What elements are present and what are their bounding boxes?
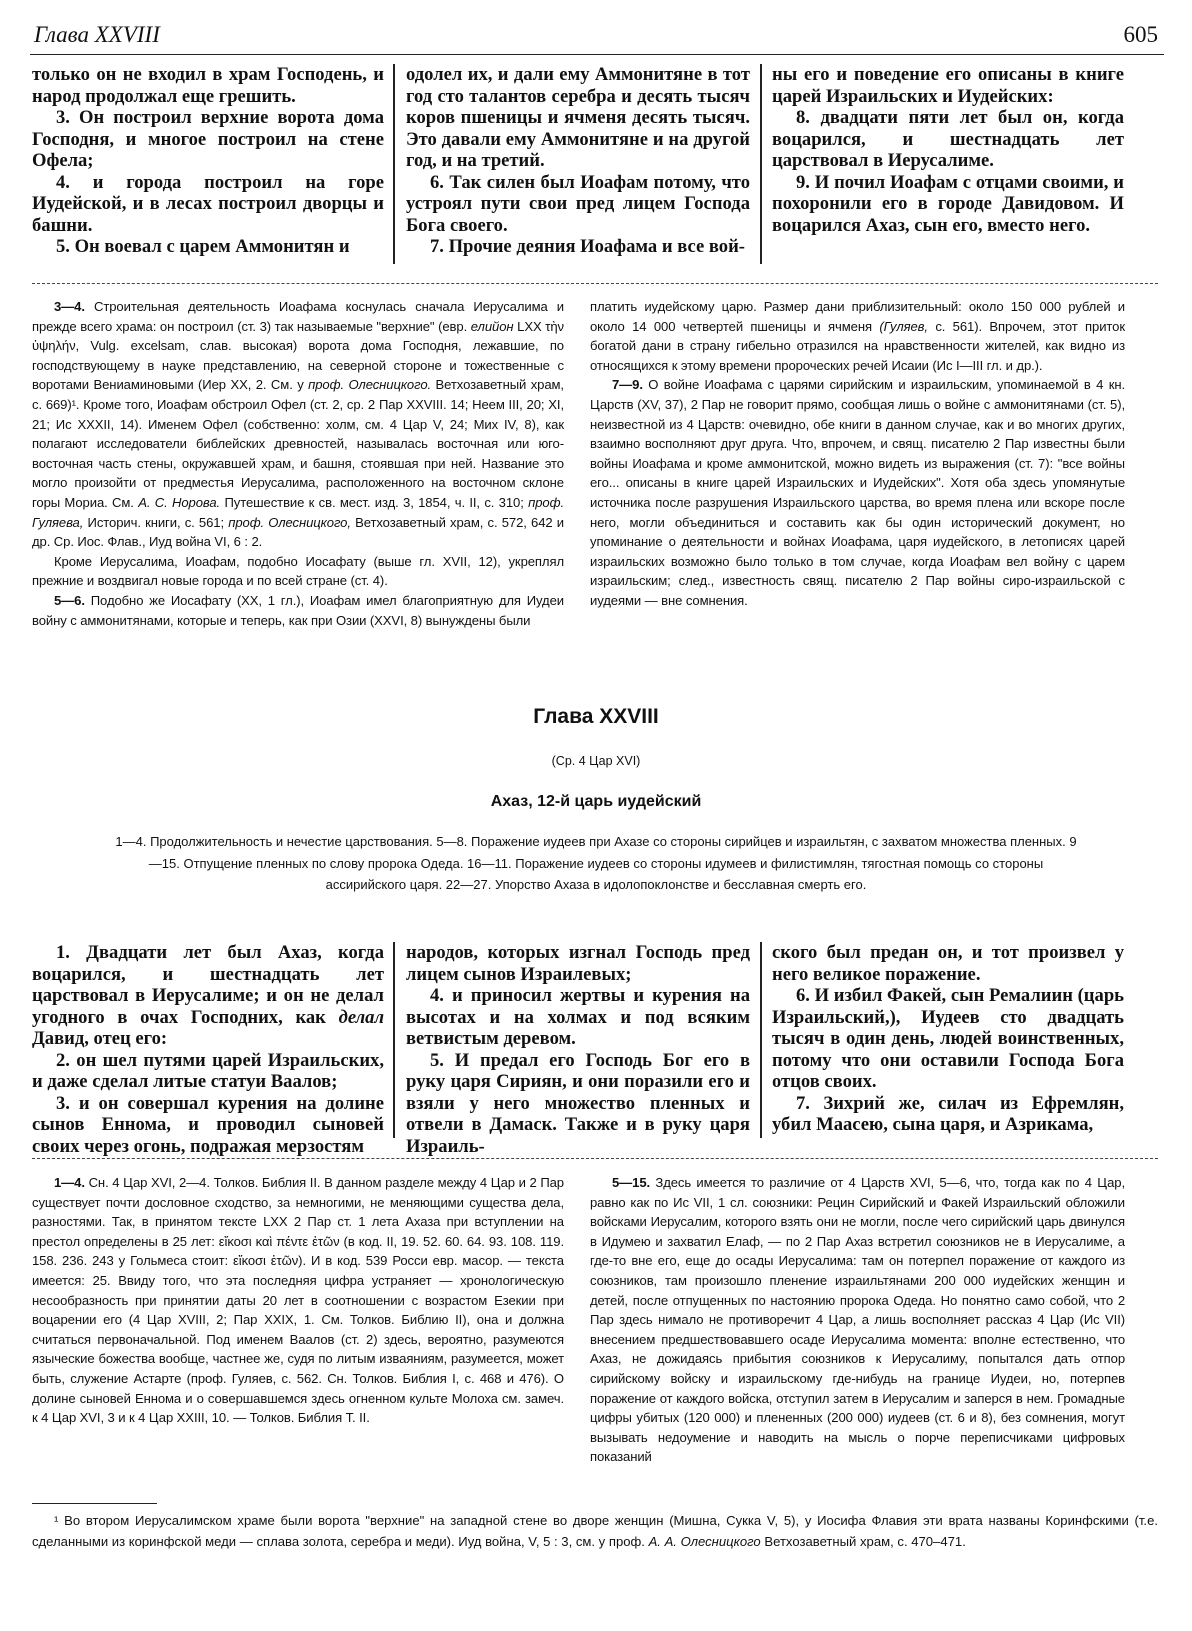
verse-paragraph: 2. он шел путями царей Израильских, и даже сделал литые статуи Ваалов; [32, 1049, 384, 1092]
section-divider [32, 283, 1158, 284]
commentary-paragraph: 1—4. Сн. 4 Цар XVI, 2—4. Толков. Библия II. В данном разделе между 4 Цар и 2 Пар существует почти дословное сходство, за немногими, не меняющими существа дела, разностями. Так, в принятом тексте LXX 2 Пар ст. 1 лета Ахаза при вступлении на престол определены в 25 лет: εἴκοσι καὶ πέντε ἐτῶν (в код. II, 19. 52. 60. 64. 93. 108. 119. 158. 236. 243 у Гольмеса стоит: εἴκοσι ἐτῶν). И в код. 539 Росси евр. масор. — текста имеется: 25. Ввиду того, что эта последняя цифра устраняет — хронологическую несообразность при принятии даты 20 лет в соотношении с возрастом Езекии при воцарении его (4 Цар XVIII, 2; Пар XXIX, 1. См. Толков. Библию II), она и должна считаться первоначальной. Под именем Ваалов (ст. 2) здесь, вероятно, разумеются языческие божества вообще, частнее же, судя по литым изваяниям, разумеется, может быть, служение Астарте (проф. Гуляев, с. 562. Сн. Толков. Библия I, с. 468 и 476). О долине сыновей Еннома и о совершавшемся здесь огненном культе Молоха см. замеч. к 4 Цар XVI, 3 и к 4 Цар XXIII, 10. — Толков. Библия Т. II. [32, 1175, 564, 1426]
verse-paragraph: 1. Двадцати лет был Ахаз, когда воцарился, и шестнадцать лет царствовал в Иерусалиме; и он не делал угодного в очах Господних, как делал Давид, отец его: [32, 942, 384, 1049]
footnote-text: ¹ Во втором Иерусалимском храме были ворота "верхние" на западной стене во дворе женщин (Мишна, Сукка V, 5), у Иосифа Флавия эти врата названы Коринфскими (т.е. сделанными из коринфской меди — сплава золота, серебра и меди). Иуд война, V, 5 : 3, см. у проф. А. А. Олесницкого Ветхозаветный храм, с. 470–471. [32, 1513, 1158, 1549]
top-text-col-1 [32, 64, 384, 264]
verse-paragraph: 5. И предал его Господь Бог его в руку царя Сириян, и они поразили его и взяли у него множество пленных и отвели в Дамаск. Также и в руку царя Израиль- [406, 1049, 750, 1157]
verse-paragraph: 6. И избил Факей, сын Ремалиин (царь Израильский,), Иудеев сто двадцать тысяч в один день, людей воинственных, потому что они оставили Господа Бога отцов своих. [772, 985, 1124, 1092]
verse-ref: 5—6. [54, 592, 85, 608]
chapter-title: Глава XXVIII [533, 705, 659, 728]
footnote-rule [32, 1503, 157, 1504]
top-text-col-2 [406, 64, 750, 264]
top-text-col-3 [772, 64, 1124, 264]
verse-ref: 1—4. [54, 1175, 85, 1190]
commentary-bottom-left [32, 1173, 564, 1485]
commentary-paragraph: 5—6. Подобно же Иосафату (XX, 1 гл.), Иоафам имел благоприятную для Иудеи войну с аммонитянами, которые и теперь, как при Озии (XXVI, 8) вынуждены были [32, 592, 564, 628]
column-divider [393, 64, 395, 264]
verse-paragraph: 8. двадцати пяти лет был он, когда воцарился, и шестнадцать лет царствовал в Иерусалиме. [772, 107, 1124, 171]
running-header-chapter: Глава XXVIII [34, 22, 160, 47]
verse-paragraph: ского был предан он, и тот произвел у него великое поражение. [772, 942, 1124, 985]
chapter-text-col-3 [772, 942, 1124, 1140]
commentary-bottom-right [590, 1173, 1125, 1485]
verse-paragraph: 7. Прочие деяния Иоафама и все вой- [430, 236, 745, 257]
verse-paragraph: 9. И почил Иоафам с отцами своими, и похоронили его в городе Давидовом. И воцарился Ахаз, сын его, вместо него. [772, 171, 1124, 236]
verse-paragraph: народов, которых изгнал Господь пред лицем сынов Израилевых; [406, 942, 750, 985]
running-header [30, 20, 1164, 55]
verse-paragraph: только он не входил в храм Господень, и народ продолжал еще грешить. [32, 64, 384, 107]
chapter-subtitle: Ахаз, 12-й царь иудейский [490, 793, 702, 810]
column-divider [393, 942, 395, 1138]
column-divider [760, 942, 762, 1138]
commentary-top-right [590, 297, 1125, 672]
chapter-text-col-1 [32, 942, 384, 1157]
section-divider [32, 1158, 1158, 1159]
verse-paragraph: 3. и он совершал курения на долине сынов Еннома, и проводил сыновей своих через огонь, подражая мерзостям [32, 1092, 384, 1157]
verse-paragraph: одолел их, и дали ему Аммонитяне в тот год сто талантов серебра и десять тысяч коров пшеницы и ячменя десять тысяч. Это давали ему Аммонитяне и на другой год, и на третий. [406, 64, 750, 171]
verse-paragraph: 4. и приносил жертвы и курения на высотах и на холмах и под всяким ветвистым деревом. [406, 985, 750, 1049]
verse-ref: 5—15. [612, 1175, 651, 1190]
commentary-paragraph: платить иудейскому царю. Размер дани приблизительный: около 150 000 рублей и около 14 000 четвертей пшеницы и ячменя (Гуляев, с. 561). Впрочем, этот приток богатой дани в страну гибельно отразился на нравственности жителей, как видно из относящихся к этому времени пророческих речей Исаии (Ис I—III гл. и др.). [590, 299, 1125, 373]
footnote [32, 1510, 1158, 1552]
verse-paragraph: ны его и поведение его описаны в книге царей Израильских и Иудейских: [772, 64, 1124, 107]
commentary-paragraph: Кроме Иерусалима, Иоафам, подобно Иосафату (выше гл. XVII, 12), укреплял прежние и воздвигал новые города и по всей стране (ст. 4). [32, 553, 564, 589]
commentary-paragraph: 5—15. Здесь имеется то различие от 4 Царств XVI, 5—6, что, тогда как по 4 Цар, равно как по Ис VII, 1 сл. союзники: Рецин Сирийский и Факей Израильский обложили войсками Иерусалим, которого взять они не могли, после чего сирийский царь двинулся в Идумею и захватил Елаф, — по 2 Пар Ахаз встретил союзников не в Иерусалиме, а где-то вне его, еще до осады Иерусалима: там он потерпел поражение от каждого из союзников, там произошло пленение израильтянами 200 000 иудейских женщин и детей, после отпущенных по настоянию пророка Одеда. Но понятно само собой, что 2 Пар здесь нимало не противоречит 4 Цар, а лишь восполняет рассказ 4 Цар (Ис VII) внесением предшествовавшего осаде Иерусалима момента: вполне естественно, что Ахаз, не дожидаясь прибытия союзников к Иерусалиму, попытался дать отпор сирийскому войску и израильскому где-нибудь на границе Иудеи, но, потерпев поражение от каждого войска, отступил затем в Иерусалим и заперся в нем. Громадные цифры убитых (120 000) и плененных (200 000) иудеев (ст. 6 и 8), без сомнения, могут вызывать недоумение и наводить на мысль о порче переписчиками цифровых показаний [590, 1175, 1125, 1465]
commentary-paragraph: 7—9. О войне Иоафама с царями сирийским и израильским, упоминаемой в 4 кн. Царств (XV, 37), 2 Пар не говорит прямо, сообщая лишь о войне с аммонитянами (ст. 5), неизвестной из 4 Царств: очевидно, обе книги в данном случае, как и во многих других, взаимно восполняют друг друга. Что, впрочем, и свящ. писателю 2 Пар известны были войны Иоафама и кроме аммонитской, можно видеть из выражения (ст. 7): "все войны его... описаны в книге царей Израильских и Иудейских". Хотя оба здесь упомянутые источника после разрушения Израильского царства, во время плена или вскоре после него, могли объединиться и составить как бы один исторический документ, но упоминание о деятельности и войнах Иоафама, царя иудейского, в летописях царей израильских возможно было только в том случае, когда Иоафам вел войну с царем израильским; след., известность свящ. писателю 2 Пар войны сиро-израильской с иудеями — вне сомнения. [590, 377, 1125, 608]
chapter-text-col-2 [406, 942, 750, 1157]
chapter-summary: 1—4. Продолжительность и нечестие царствования. 5—8. Поражение иудеев при Ахазе со стороны сирийцев и израильтян, с захватом множества пленных. 9—15. Отпущение пленных по слову пророка Одеда. 16—11. Поражение иудеев со стороны идумеев и филистимлян, тягостная помощь со стороны ассирийского царя. 22—27. Упорство Ахаза в идолопоклонстве и бесславная смерть его. [115, 834, 1077, 892]
verse-ref: 3—4. [54, 299, 85, 314]
verse-paragraph: 7. Зихрий же, силач из Ефремлян, убил Маасею, сына царя, и Азрикама, [772, 1092, 1124, 1135]
page-number: 605 [1123, 22, 1158, 47]
column-divider [760, 64, 762, 264]
chapter-cross-reference: (Ср. 4 Цар XVI) [551, 754, 641, 768]
verse-paragraph: 3. Он построил верхние ворота дома Господня, и многое построил на стене Офела; [32, 107, 384, 171]
verse-paragraph: 4. и города построил на горе Иудейской, и в лесах построил дворцы и башни. [32, 171, 384, 236]
verse-paragraph: 6. Так силен был Иоафам потому, что устроял пути свои пред лицем Господа Бога своего. [406, 171, 750, 236]
commentary-top-left [32, 297, 564, 672]
commentary-paragraph: 3—4. Строительная деятельность Иоафама коснулась сначала Иерусалима и прежде всего храма: он построил (ст. 3) так называемые "верхние" (евр. елийон LXX τὴν ὑψηλήν, Vulg. excelsam, слав. высокая) ворота дома Господня, лежавшие, по господствующему в науке представлению, на северной стороне и тожественные с воротами Вениаминовыми (Иер XX, 2. См. у проф. Олесницкого. Ветхозаветный храм, с. 669)¹. Кроме того, Иоафам обстроил Офел (ст. 2, ср. 2 Пар XXVIII. 14; Неем III, 20; XI, 21; Ис XXXII, 14). Именем Офел (собственно: холм, см. 4 Цар V, 24; Мих IV, 8), как полагают исследователи библейских древностей, называлась восточная или юго-восточная часть стены, окружавшей храм, и башня, стоявшая при ней. Название это могло произойти от предместья Иерусалима, расположенного на восточном склоне горы Мориа. См. А. С. Норова. Путешествие к св. мест. изд. 3, 1854, ч. II, с. 310; проф. Гуляева, Историч. книги, с. 561; проф. Олесницкого, Ветхозаветный храм, с. 572, 642 и др. Ср. Иос. Флав., Иуд война VI, 6 : 2. [32, 299, 564, 550]
verse-paragraph: 5. Он воевал с царем Аммонитян и [56, 236, 350, 257]
verse-ref: 7—9. [612, 377, 643, 393]
